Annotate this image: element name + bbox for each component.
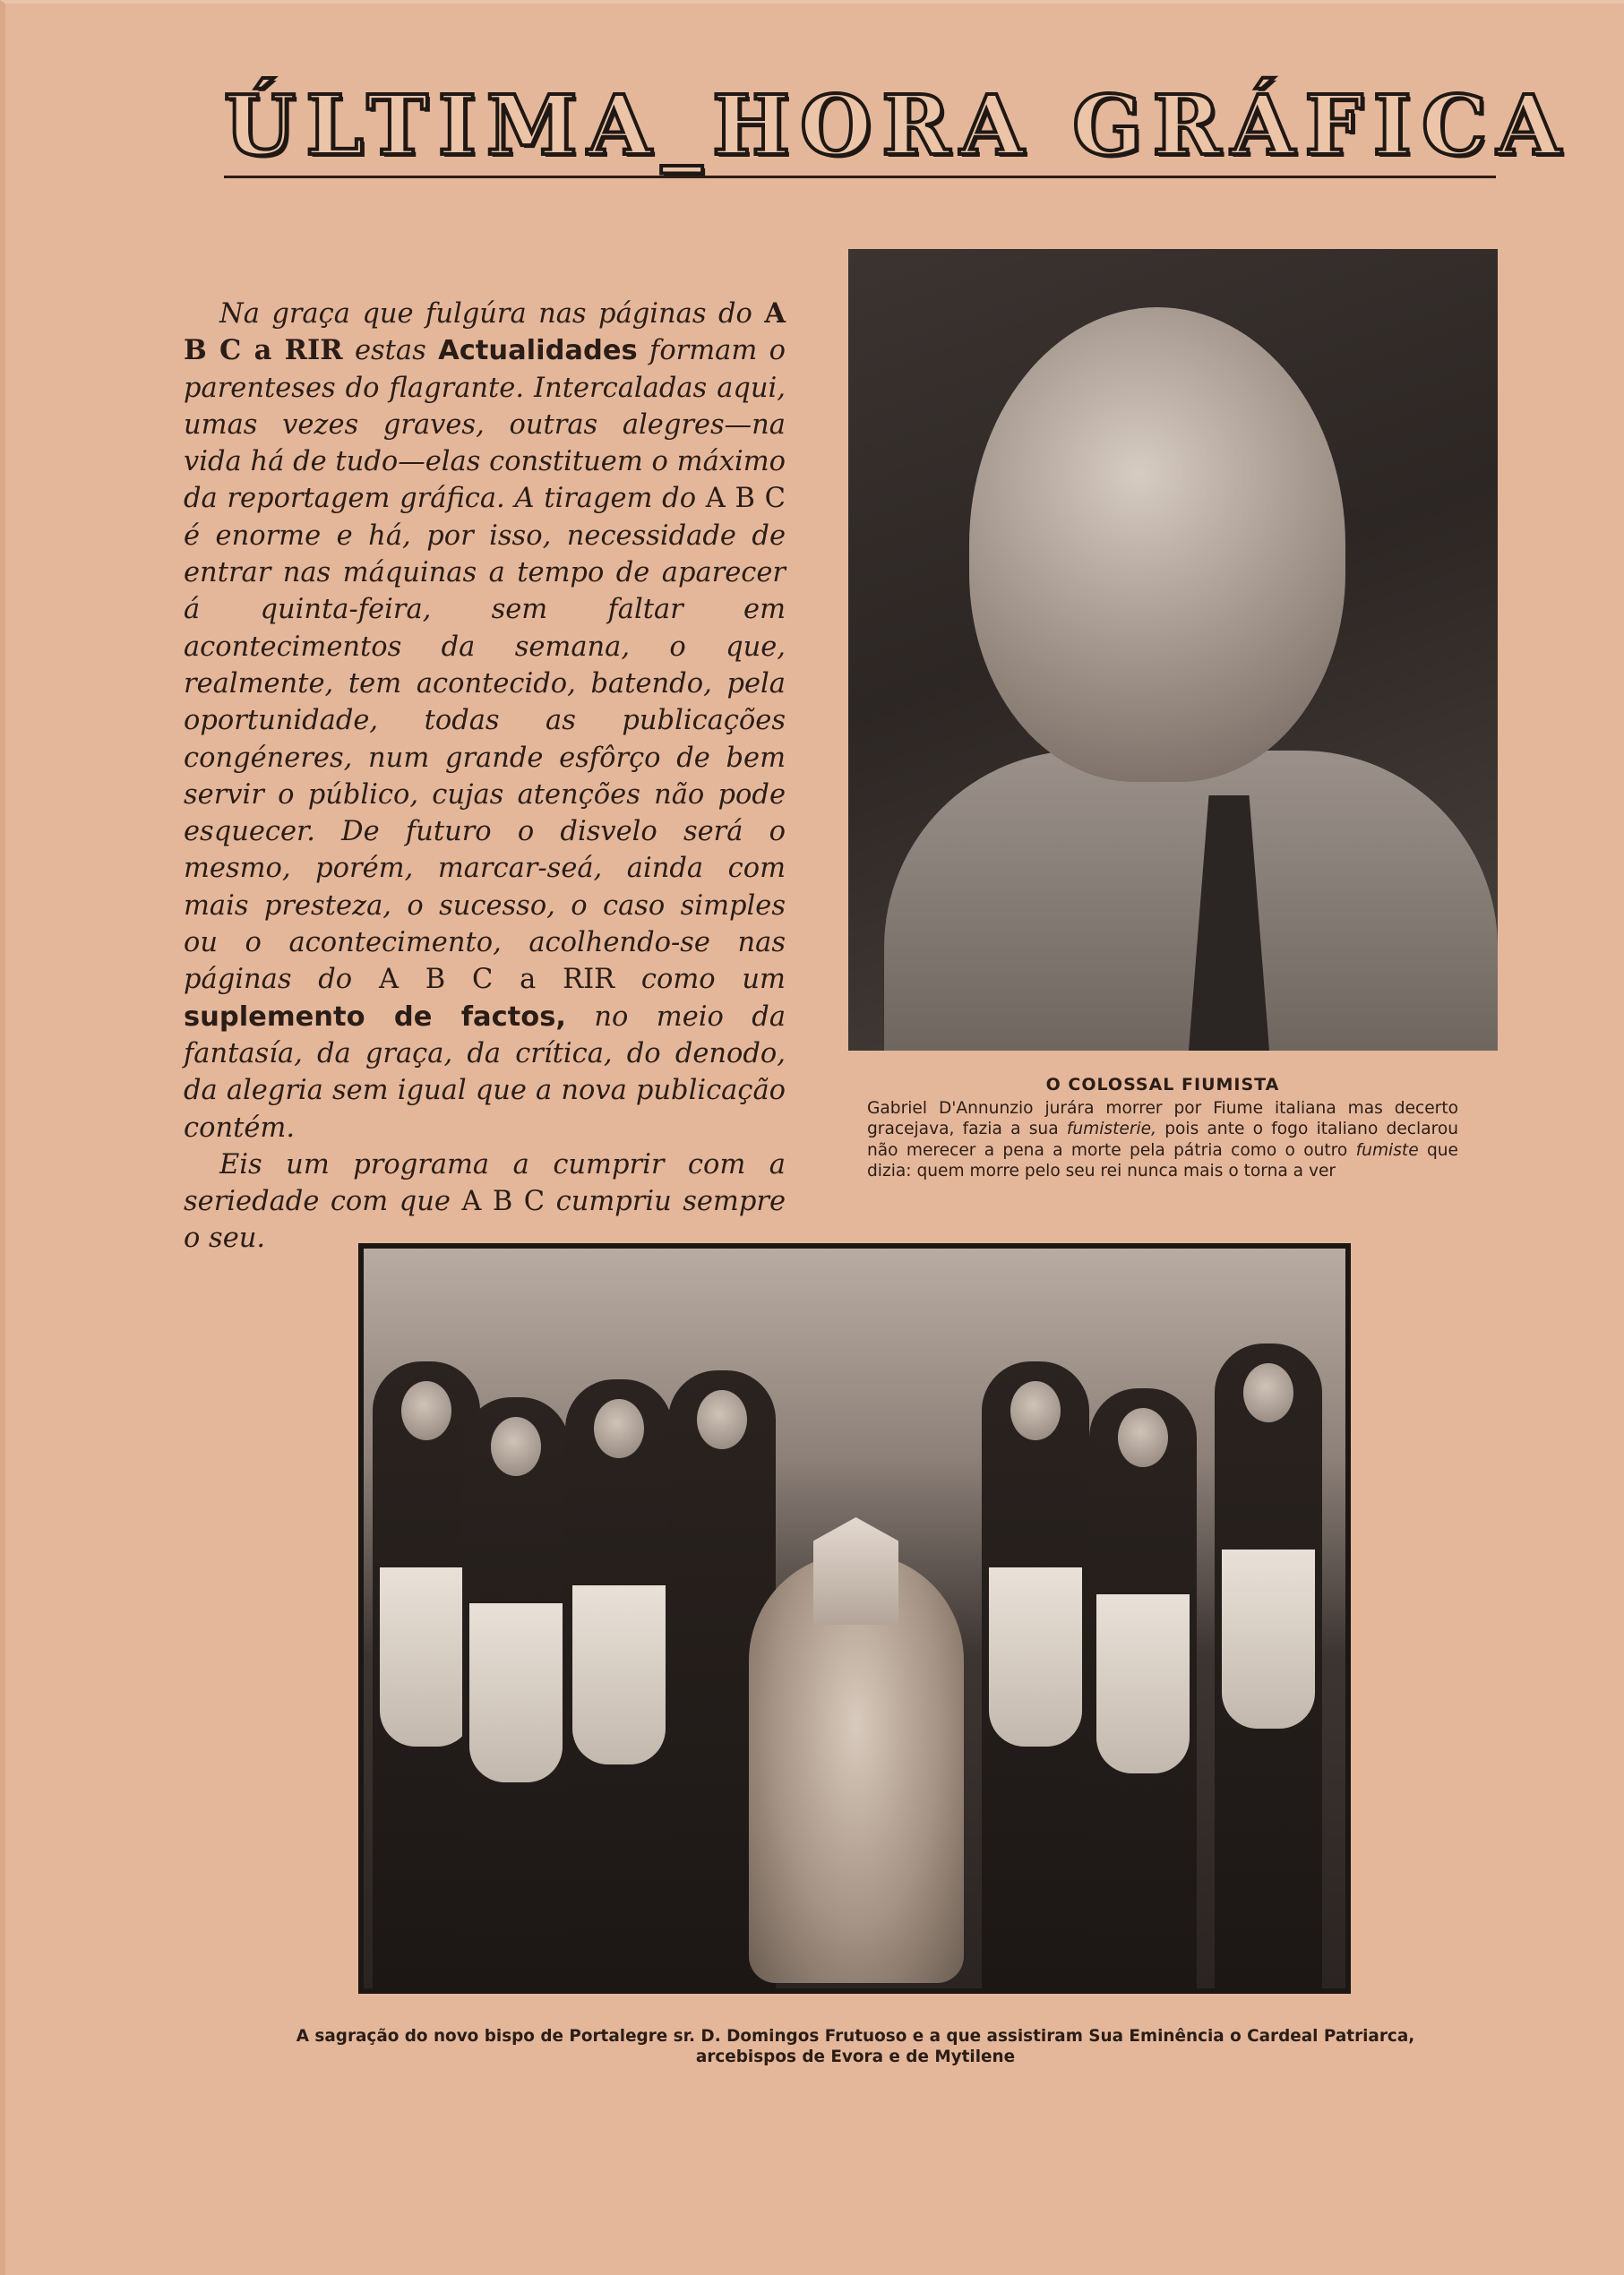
photo-figure (982, 1361, 1089, 1988)
photo-figure (1215, 1344, 1322, 1988)
photo-figure (462, 1397, 570, 1988)
masthead-rule (224, 176, 1496, 178)
intro-p1-run11: no meio da fantasía, da graça, da crítica, do denodo, da alegria sem igual que a nova publicação contém. (184, 1000, 786, 1144)
group-caption-line1: A sagração do novo bispo de Portalegre sr. D. Domingos Frutuoso e a que assistiram Sua Eminência o Cardeal Patriarca, (296, 2027, 1415, 2046)
masthead-title: ÚLTIMA_HORA GRÁFICA (224, 77, 1571, 174)
group-caption-line2: arcebispos de Evora e de Mytilene (695, 2048, 1016, 2066)
intro-p1-run3: estas (354, 335, 426, 367)
intro-paragraph-2 (184, 1146, 786, 1258)
publication-name-2: A B C a RIR (378, 964, 615, 996)
portrait-caption-run4: fumiste (1355, 1140, 1419, 1160)
intro-p1-run5: formam o parenteses do flagrante. Intercaladas aqui, umas vezes graves, outras alegres—na vida há de tudo—elas constituem o máximo da reportagem gráfica. A tiragem do (184, 335, 786, 515)
portrait-head (969, 307, 1345, 782)
portrait-caption-run2: fumisterie, (1066, 1120, 1157, 1138)
photo-figure (565, 1379, 673, 1988)
portrait-caption-run1: Gabriel D'Annunzio jurára morrer por Fiume italiana mas decerto gracejava, fazia a sua (867, 1098, 1458, 1138)
intro-p2-run3: cumpriu sempre o seu. (184, 1186, 786, 1255)
portrait-caption-title: O COLOSSAL FIUMISTA (1045, 1075, 1280, 1095)
publication-name-3: A B C (461, 1186, 546, 1218)
intro-p1-run7: é enorme e há, por isso, necessidade de entrar nas máquinas a tempo de aparecer á quinta-feira, sem faltar em acontecimentos da semana, o que, realmente, tem acontecido, batendo, pela oportunidade, todas as publicações congéneres, num grande esfôrço de bem servir o público, cujas atenções não pode esquecer. De futuro o disvelo será o mesmo, porém, marcar-seá, ainda com mais presteza, o sucesso, o caso simples ou o acontecimento, acolhendo-se nas páginas do (184, 519, 786, 996)
intro-p1-run9: como um (640, 964, 786, 996)
portrait-uniform (884, 751, 1498, 1051)
suplemento-emphasis: suplemento de factos, (184, 1000, 566, 1033)
bishop-mitre (813, 1517, 898, 1625)
portrait-caption-run3: pois ante o fogo italiano declarou não merecer a pena a morte pela pátria como o outro (867, 1120, 1458, 1160)
portrait-caption-run5: que dizia: quem morre pelo seu rei nunca mais o torna a ver (867, 1140, 1458, 1180)
intro-p1-run1: Na graça que fulgúra nas páginas do (219, 298, 752, 330)
intro-text (184, 296, 786, 1258)
intro-paragraph-1 (184, 296, 786, 1146)
portrait-caption (867, 1075, 1458, 1182)
photo-figure (1089, 1388, 1197, 1988)
publication-name-short: A B C (705, 483, 786, 515)
masthead (224, 77, 1571, 177)
portrait-photo (848, 249, 1498, 1051)
group-photo-caption (296, 2026, 1415, 2067)
intro-p2-run1: Eis um programa a cumprir com a seriedade com que (184, 1148, 786, 1218)
portrait-caption-body (867, 1098, 1458, 1182)
publication-name: A B C a RIR (184, 297, 786, 367)
actualidades-emphasis: Actualidades (438, 335, 638, 367)
group-photo (358, 1243, 1351, 1994)
